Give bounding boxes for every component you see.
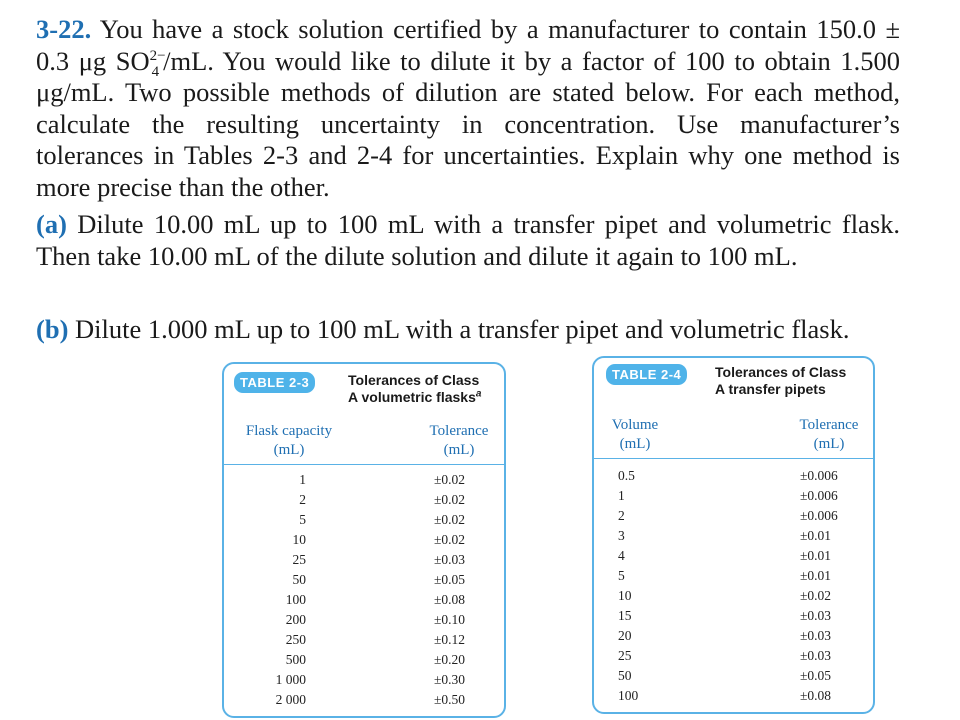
table-2-4-tolerance-cell: ±0.03 (800, 608, 832, 623)
table-2-4-tolerance-cell: ±0.006 (800, 468, 838, 483)
table-2-3-capacity-cell: 5 (299, 512, 306, 527)
problem-intro-2: /mL. You would like to dilute it by a factor of 100 to obtain 1.500 μg/mL. Two possible methods of dilution are stated below. For each method, calculate the resulting uncertainty in concentration. Use manufacturer’s tolerances in Tables 2-3 and 2-4 for uncertainties. Explain why one method is more precise than the other. (36, 45, 900, 202)
table-2-4-volume-cell: 10 (618, 588, 632, 603)
problem-text (36, 14, 900, 272)
table-2-4-tolerance-cell: ±0.01 (800, 548, 832, 563)
table-2-4-col1-line1: Volume (611, 417, 659, 433)
part-a-label: (a) (36, 209, 67, 239)
table-2-3-capacity-cell: 1 000 (275, 672, 306, 687)
table-2-3-capacity-cell: 250 (285, 632, 306, 647)
table-2-4-volume-cell: 4 (618, 548, 625, 563)
table-2-4-tolerance-column (800, 466, 864, 706)
part-a (36, 209, 900, 272)
table-2-3-footnote-mark: a (475, 388, 482, 400)
table-2-3-col1-line1: Flask capacity (245, 423, 333, 439)
table-2-4-volume-cell: 3 (618, 528, 625, 543)
table-2-3-col2-line2: (mL) (443, 442, 475, 458)
table-2-3-tolerance-cell: ±0.02 (434, 492, 466, 507)
problem-statement (36, 14, 900, 203)
table-2-3-tolerance-cell: ±0.20 (434, 652, 466, 667)
table-2-3-col2-line1: Tolerance (429, 423, 489, 439)
table-2-3-tolerance-cell: ±0.02 (434, 532, 466, 547)
table-2-4-volume-column (618, 466, 658, 706)
part-b-label-inline: (b) (36, 314, 69, 344)
table-2-4-volume-cell: 5 (618, 568, 625, 583)
part-b-text: Dilute 1.000 mL up to 100 mL with a transfer pipet and volumetric flask. (75, 314, 850, 344)
table-2-3-header-rule (224, 464, 504, 465)
table-2-4-volume-cell: 1 (618, 488, 625, 503)
table-2-3-col1-line2: (mL) (273, 442, 305, 458)
table-2-4-header-rule (594, 458, 873, 459)
ion-charge: 2− (149, 47, 166, 64)
table-2-4-tolerance-cell: ±0.03 (800, 628, 832, 643)
table-2-4-title-line1: Tolerances of Class (715, 364, 847, 380)
table-2-4-tolerance-cell: ±0.006 (800, 508, 838, 523)
table-2-4-tolerance-cell: ±0.08 (800, 688, 832, 703)
problem-number: 3-22. (36, 14, 92, 44)
table-2-4-col-tolerance-header (784, 416, 874, 454)
sulfate-ion-scripts (150, 46, 173, 78)
table-2-3-col-tolerance-header (414, 422, 504, 460)
part-b-body (36, 314, 900, 346)
table-2-4-col1-line2: (mL) (619, 436, 651, 452)
table-2-3-capacity-cell: 2 (299, 492, 306, 507)
table-2-3 (222, 362, 506, 718)
table-2-3-title (348, 372, 481, 406)
table-2-3-capacity-cell: 500 (285, 652, 306, 667)
table-2-3-capacity-cell: 50 (292, 572, 306, 587)
table-2-3-col-capacity-header (234, 422, 344, 460)
table-2-4 (592, 356, 875, 714)
ion-subscript: 4 (151, 63, 160, 80)
table-2-4-tolerance-cell: ±0.02 (800, 588, 832, 603)
table-2-3-tolerance-cell: ±0.02 (434, 472, 466, 487)
table-2-3-capacity-cell: 10 (292, 532, 306, 547)
table-2-4-col2-line2: (mL) (813, 436, 845, 452)
table-2-4-tolerance-cell: ±0.03 (800, 648, 832, 663)
table-2-4-volume-cell: 25 (618, 648, 632, 663)
table-2-4-title (715, 364, 846, 398)
table-2-4-tolerance-cell: ±0.01 (800, 528, 832, 543)
table-2-4-badge: TABLE 2-4 (606, 364, 687, 385)
table-2-3-tolerance-cell: ±0.50 (434, 692, 466, 707)
problem-intro-1: You have a stock solution certified by a manufacturer to contain 150.0 ± 0.3 μg SO (36, 14, 900, 76)
table-2-3-tolerance-cell: ±0.02 (434, 512, 466, 527)
table-2-3-capacity-cell: 100 (285, 592, 306, 607)
table-2-4-volume-cell: 2 (618, 508, 625, 523)
table-2-3-tolerance-cell: ±0.03 (434, 552, 466, 567)
table-2-3-tolerance-cell: ±0.05 (434, 572, 466, 587)
table-2-3-capacity-cell: 2 000 (275, 692, 306, 707)
table-2-3-tolerance-cell: ±0.12 (434, 632, 466, 647)
table-2-3-capacity-column (264, 470, 306, 710)
table-2-3-tolerance-column (434, 470, 494, 710)
table-2-3-capacity-cell: 25 (292, 552, 306, 567)
table-2-3-title-line2-text: A volumetric flasks (348, 389, 476, 405)
table-2-4-title-line2: A transfer pipets (715, 381, 826, 397)
table-2-4-tolerance-cell: ±0.006 (800, 488, 838, 503)
table-2-3-capacity-cell: 200 (285, 612, 306, 627)
table-2-3-capacity-cell: 1 (299, 472, 306, 487)
table-2-3-badge: TABLE 2-3 (234, 372, 315, 393)
table-2-4-tolerance-cell: ±0.05 (800, 668, 832, 683)
table-2-4-volume-cell: 0.5 (618, 468, 635, 483)
table-2-3-tolerance-cell: ±0.08 (434, 592, 466, 607)
table-2-4-volume-cell: 15 (618, 608, 632, 623)
table-2-4-col2-line1: Tolerance (799, 417, 859, 433)
table-2-4-volume-cell: 20 (618, 628, 632, 643)
table-2-4-volume-cell: 100 (618, 688, 639, 703)
table-2-3-tolerance-cell: ±0.10 (434, 612, 466, 627)
table-2-4-col-volume-header (600, 416, 670, 454)
table-2-3-title-line2 (348, 389, 481, 406)
table-2-3-tolerance-cell: ±0.30 (434, 672, 466, 687)
part-a-text: Dilute 10.00 mL up to 100 mL with a transfer pipet and volumetric flask. Then take 10.00 mL of the dilute solution and dilute it again to 100 mL. (36, 209, 901, 271)
table-2-4-volume-cell: 50 (618, 668, 632, 683)
table-2-3-title-line1: Tolerances of Class (348, 372, 480, 388)
table-2-4-tolerance-cell: ±0.01 (800, 568, 832, 583)
